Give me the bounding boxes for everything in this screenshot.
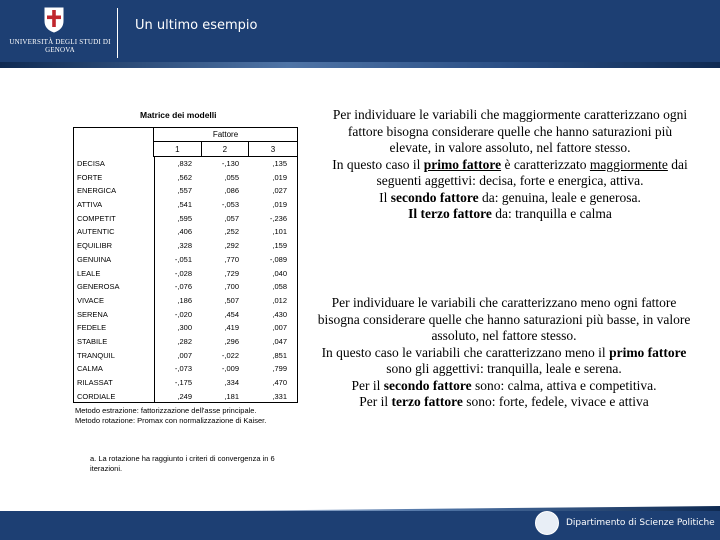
matrix-rows: [74, 157, 297, 403]
row-label: EQUILIBR: [77, 241, 113, 251]
row-label: ATTIVA: [77, 200, 103, 210]
department-seal-icon: [535, 511, 559, 535]
row-value: ,007: [177, 350, 192, 360]
row-value: ,507: [224, 295, 239, 305]
text1-p4-a: Il: [408, 206, 418, 221]
row-value: ,700: [224, 282, 239, 292]
text1-p4-c: da: tranquilla e calma: [495, 206, 612, 221]
row-value: ,055: [224, 172, 239, 182]
text1-p3-c: da: genuina, leale e generosa.: [481, 189, 641, 205]
row-label: VIVACE: [77, 295, 104, 305]
row-value: ,282: [177, 336, 192, 346]
row-label: TRANQUIL: [77, 350, 115, 360]
row-label: ENERGICA: [77, 186, 117, 196]
table-row: [74, 212, 297, 226]
text2-p3-a: Per il: [351, 377, 381, 393]
row-value: ,292: [224, 241, 239, 251]
table-row: [74, 362, 297, 376]
text1-p2-d: maggiormente: [589, 156, 668, 172]
row-value: -,089: [269, 254, 287, 264]
row-value: ,296: [224, 336, 239, 346]
row-value: ,729: [224, 268, 239, 278]
row-value: -,051: [174, 254, 192, 264]
text1-paragraph-1: Per individuare le variabili che maggiormente caratterizzano ogni fattore bisogna considerare quelle che hanno saturazioni più elevate, in valore assoluto, nel fattore stesso.: [332, 107, 688, 155]
row-value: ,419: [224, 323, 239, 333]
table-row: [74, 294, 297, 308]
row-label: GENEROSA: [77, 282, 120, 292]
row-value: ,057: [224, 213, 239, 223]
row-value: ,331: [272, 391, 287, 401]
text1-p2-b: primo fattore: [423, 156, 502, 172]
text1-paragraph-2: [326, 157, 694, 190]
matrix-col-header: 3: [249, 142, 297, 157]
row-value: ,799: [272, 364, 287, 374]
table-row: [74, 171, 297, 185]
row-value: ,249: [177, 391, 192, 401]
row-value: ,557: [177, 186, 192, 196]
table-row: [74, 349, 297, 363]
text2-p2-a: In questo caso le variabili che caratterizzano meno il: [321, 344, 606, 360]
text1-p4-b: terzo fattore: [420, 206, 492, 221]
table-row: [74, 308, 297, 322]
matrix-note-rotation: Metodo rotazione: Promax con normalizzazione di Kaiser.: [75, 416, 267, 425]
text2-p4-a: Per il: [359, 394, 389, 409]
row-value: ,300: [177, 323, 192, 333]
text1-paragraph-4: [326, 206, 694, 223]
row-label: CALMA: [77, 364, 103, 374]
row-value: ,040: [272, 268, 287, 278]
row-value: -,022: [221, 350, 239, 360]
text2-p4-b: terzo fattore: [391, 394, 463, 409]
slide-title: Un ultimo esempio: [135, 18, 258, 33]
row-value: ,334: [224, 378, 239, 387]
row-label: STABILE: [77, 336, 108, 346]
text2-paragraph-2: [314, 345, 694, 378]
table-row: [74, 280, 297, 294]
row-label: CORDIALE: [77, 391, 116, 401]
row-value: ,770: [224, 254, 239, 264]
table-row: [74, 184, 297, 198]
row-value: ,328: [177, 241, 192, 251]
text2-paragraph-1: Per individuare le variabili che caratterizzano meno ogni fattore bisogna considerare quelle che hanno saturazioni più basse, in valore assoluto, nel fattore stesso.: [317, 295, 691, 343]
text1-p3-a: Il: [379, 189, 388, 205]
row-value: ,186: [177, 295, 192, 305]
row-value: ,562: [177, 172, 192, 182]
matrix-corner: [74, 128, 154, 157]
row-value: ,454: [224, 309, 239, 319]
row-value: -,236: [269, 213, 287, 223]
row-label: RILASSAT: [77, 378, 113, 387]
department-name: Dipartimento di Scienze Politiche: [566, 518, 715, 528]
row-value: ,406: [177, 227, 192, 237]
row-value: ,101: [272, 227, 287, 237]
matrix-title: Matrice dei modelli: [140, 110, 217, 120]
header-divider: [117, 8, 118, 58]
university-crest-icon: [44, 7, 64, 33]
text2-p3-c: sono: calma, attiva e competitiva.: [475, 377, 657, 393]
row-label: GENUINA: [77, 254, 112, 264]
row-value: -,073: [174, 364, 192, 374]
row-value: ,047: [272, 336, 287, 346]
row-value: ,832: [177, 159, 192, 168]
row-value: ,086: [224, 186, 239, 196]
matrix-notes: [75, 406, 305, 426]
row-value: ,012: [272, 295, 287, 305]
table-row: [74, 390, 297, 404]
text-block-highest: [326, 107, 694, 223]
table-row: [74, 267, 297, 281]
row-label: AUTENTIC: [77, 227, 115, 237]
text2-p3-b: secondo fattore: [383, 377, 472, 393]
row-value: ,252: [224, 227, 239, 237]
matrix-col-header: 2: [202, 142, 250, 157]
row-value: ,851: [272, 350, 287, 360]
row-value: -,020: [174, 309, 192, 319]
row-value: ,181: [224, 391, 239, 401]
row-value: ,541: [177, 200, 192, 210]
row-value: ,027: [272, 186, 287, 196]
text2-paragraph-3: [314, 378, 694, 395]
text1-p2-c: è caratterizzato: [504, 156, 587, 172]
text-block-lowest: [314, 295, 694, 411]
text2-p2-b: primo fattore: [609, 344, 687, 360]
row-value: -,076: [174, 282, 192, 292]
table-row: [74, 225, 297, 239]
row-value: -,053: [221, 200, 239, 210]
text1-p2-a: In questo caso il: [332, 156, 421, 172]
row-value: -,009: [221, 364, 239, 374]
row-value: ,019: [272, 200, 287, 210]
table-row: [74, 335, 297, 349]
table-row: [74, 321, 297, 335]
text1-p3-b: secondo fattore: [390, 189, 479, 205]
matrix-col-header: 1: [154, 142, 202, 157]
table-row: [74, 239, 297, 253]
row-label: FORTE: [77, 172, 103, 182]
row-label: SERENA: [77, 309, 108, 319]
table-row: [74, 157, 297, 171]
header-bar: [0, 0, 720, 66]
row-value: ,135: [272, 159, 287, 168]
row-label: LEALE: [77, 268, 101, 278]
row-value: ,595: [177, 213, 192, 223]
text1-p2-e: dai seguenti aggettivi: decisa, forte e energica, attiva.: [376, 156, 688, 188]
text2-paragraph-4: [314, 394, 694, 411]
row-value: ,159: [272, 241, 287, 251]
row-value: ,430: [272, 309, 287, 319]
row-value: ,019: [272, 172, 287, 182]
matrix-footnote: a. La rotazione ha raggiunto i criteri di convergenza in 6 iterazioni.: [90, 454, 275, 473]
row-label: DECISA: [77, 159, 105, 168]
row-label: COMPETIT: [77, 213, 116, 223]
text2-p2-c: sono gli aggettivi: tranquilla, leale e serena.: [386, 361, 622, 376]
university-name: UNIVERSITÀ DEGLI STUDI DI GENOVA: [9, 38, 111, 54]
row-label: FEDELE: [77, 323, 107, 333]
text1-paragraph-3: [326, 190, 694, 207]
matrix-group-header: Fattore: [154, 128, 297, 142]
row-value: ,470: [272, 378, 287, 387]
row-value: ,058: [272, 282, 287, 292]
header-band: [0, 62, 720, 68]
table-row: [74, 198, 297, 212]
pattern-matrix-table: [73, 127, 298, 403]
table-row: [74, 376, 297, 390]
text2-p4-c: sono: forte, fedele, vivace e attiva: [466, 394, 649, 409]
row-value: -,028: [174, 268, 192, 278]
matrix-note-extraction: Metodo estrazione: fattorizzazione dell'asse principale.: [75, 406, 257, 415]
row-value: ,007: [272, 323, 287, 333]
row-value: -,175: [174, 378, 192, 387]
table-row: [74, 253, 297, 267]
row-value: -,130: [221, 159, 239, 168]
